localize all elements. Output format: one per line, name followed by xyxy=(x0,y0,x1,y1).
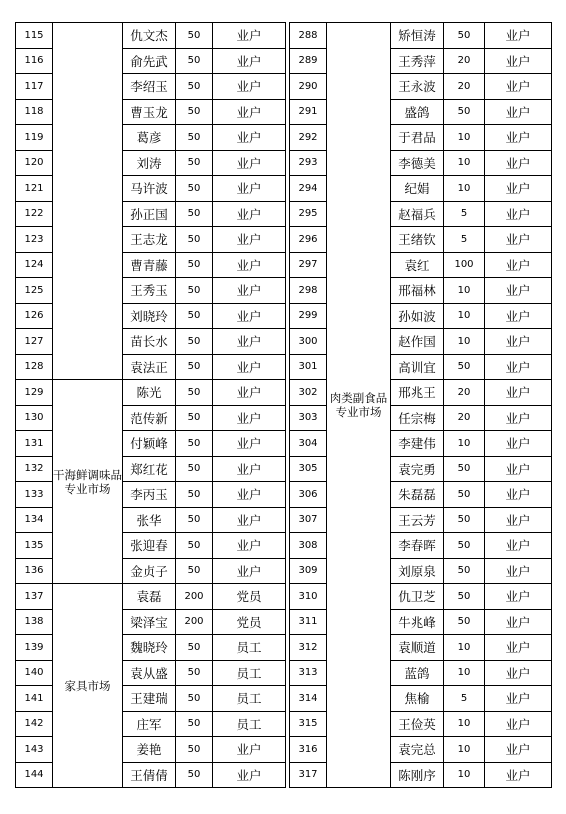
row-number: 308 xyxy=(290,533,327,559)
donation-amount: 5 xyxy=(444,227,485,253)
person-category: 业户 xyxy=(213,558,286,584)
donation-amount: 50 xyxy=(176,686,213,712)
person-category: 业户 xyxy=(485,201,552,227)
row-number: 306 xyxy=(290,482,327,508)
person-category: 业户 xyxy=(213,252,286,278)
person-name: 郑红花 xyxy=(123,456,176,482)
person-category: 业户 xyxy=(213,176,286,202)
row-number: 302 xyxy=(290,380,327,406)
person-name: 王永波 xyxy=(391,74,444,100)
row-number: 288 xyxy=(290,23,327,49)
row-number: 136 xyxy=(16,558,53,584)
person-name: 邢兆王 xyxy=(391,380,444,406)
person-category: 业户 xyxy=(213,303,286,329)
person-name: 仇卫芝 xyxy=(391,584,444,610)
person-category: 业户 xyxy=(213,329,286,355)
donation-amount: 50 xyxy=(176,125,213,151)
person-name: 刘晓玲 xyxy=(123,303,176,329)
person-name: 范传新 xyxy=(123,405,176,431)
row-number: 299 xyxy=(290,303,327,329)
row-number: 316 xyxy=(290,737,327,763)
donation-amount: 50 xyxy=(176,456,213,482)
donation-amount: 50 xyxy=(176,711,213,737)
person-name: 任宗梅 xyxy=(391,405,444,431)
person-name: 葛彦 xyxy=(123,125,176,151)
donation-amount: 50 xyxy=(176,227,213,253)
person-name: 仇文杰 xyxy=(123,23,176,49)
row-number: 125 xyxy=(16,278,53,304)
donation-amount: 10 xyxy=(444,737,485,763)
row-number: 127 xyxy=(16,329,53,355)
row-number: 143 xyxy=(16,737,53,763)
person-category: 业户 xyxy=(485,762,552,788)
person-category: 党员 xyxy=(213,584,286,610)
row-number: 139 xyxy=(16,635,53,661)
person-name: 魏晓玲 xyxy=(123,635,176,661)
person-name: 赵作国 xyxy=(391,329,444,355)
row-number: 315 xyxy=(290,711,327,737)
person-name: 陈光 xyxy=(123,380,176,406)
donation-amount: 5 xyxy=(444,686,485,712)
person-category: 业户 xyxy=(485,405,552,431)
row-number: 134 xyxy=(16,507,53,533)
row-number: 297 xyxy=(290,252,327,278)
person-category: 业户 xyxy=(485,380,552,406)
donation-amount: 20 xyxy=(444,74,485,100)
person-category: 业户 xyxy=(485,507,552,533)
donation-amount: 50 xyxy=(176,278,213,304)
row-number: 116 xyxy=(16,48,53,74)
donation-amount: 10 xyxy=(444,635,485,661)
person-category: 业户 xyxy=(213,125,286,151)
person-category: 业户 xyxy=(485,456,552,482)
row-number: 309 xyxy=(290,558,327,584)
donation-amount: 50 xyxy=(176,380,213,406)
row-number: 293 xyxy=(290,150,327,176)
person-name: 袁完勇 xyxy=(391,456,444,482)
table-row xyxy=(16,23,286,49)
person-name: 孙如波 xyxy=(391,303,444,329)
person-name: 袁完总 xyxy=(391,737,444,763)
row-number: 303 xyxy=(290,405,327,431)
donation-amount: 10 xyxy=(444,431,485,457)
market-name xyxy=(53,23,123,380)
person-category: 业户 xyxy=(213,227,286,253)
row-number: 140 xyxy=(16,660,53,686)
person-name: 李德美 xyxy=(391,150,444,176)
market-name: 肉类副食品专业市场 xyxy=(327,23,391,788)
donation-amount: 50 xyxy=(176,354,213,380)
row-number: 317 xyxy=(290,762,327,788)
person-name: 李建伟 xyxy=(391,431,444,457)
row-number: 131 xyxy=(16,431,53,457)
market-name: 家具市场 xyxy=(53,584,123,788)
donation-amount: 50 xyxy=(176,762,213,788)
person-category: 业户 xyxy=(485,533,552,559)
person-category: 业户 xyxy=(213,533,286,559)
person-name: 金贞子 xyxy=(123,558,176,584)
table-row xyxy=(16,584,286,610)
donation-amount: 100 xyxy=(444,252,485,278)
person-category: 业户 xyxy=(485,354,552,380)
right-donation-table xyxy=(289,22,552,788)
row-number: 124 xyxy=(16,252,53,278)
donation-amount: 50 xyxy=(176,660,213,686)
row-number: 117 xyxy=(16,74,53,100)
donation-amount: 50 xyxy=(176,23,213,49)
person-name: 王倩倩 xyxy=(123,762,176,788)
person-name: 王云芳 xyxy=(391,507,444,533)
row-number: 290 xyxy=(290,74,327,100)
row-number: 130 xyxy=(16,405,53,431)
donation-amount: 50 xyxy=(176,99,213,125)
row-number: 312 xyxy=(290,635,327,661)
person-category: 员工 xyxy=(213,711,286,737)
person-category: 业户 xyxy=(213,354,286,380)
donation-amount: 10 xyxy=(444,150,485,176)
person-name: 李绍玉 xyxy=(123,74,176,100)
person-name: 牛兆峰 xyxy=(391,609,444,635)
person-category: 业户 xyxy=(485,711,552,737)
row-number: 138 xyxy=(16,609,53,635)
donation-amount: 50 xyxy=(444,507,485,533)
donation-amount: 200 xyxy=(176,584,213,610)
person-name: 矫恒涛 xyxy=(391,23,444,49)
row-number: 141 xyxy=(16,686,53,712)
donation-amount: 10 xyxy=(444,660,485,686)
donation-amount: 50 xyxy=(444,558,485,584)
person-category: 业户 xyxy=(485,227,552,253)
donation-amount: 10 xyxy=(444,762,485,788)
donation-amount: 10 xyxy=(444,176,485,202)
person-category: 业户 xyxy=(485,74,552,100)
donation-amount: 50 xyxy=(176,252,213,278)
donation-amount: 50 xyxy=(176,303,213,329)
donation-amount: 200 xyxy=(176,609,213,635)
row-number: 298 xyxy=(290,278,327,304)
person-name: 李春晖 xyxy=(391,533,444,559)
person-name: 苗长水 xyxy=(123,329,176,355)
row-number: 314 xyxy=(290,686,327,712)
person-category: 业户 xyxy=(485,584,552,610)
person-name: 张华 xyxy=(123,507,176,533)
person-category: 业户 xyxy=(213,482,286,508)
donation-amount: 50 xyxy=(176,737,213,763)
row-number: 122 xyxy=(16,201,53,227)
donation-amount: 50 xyxy=(176,329,213,355)
person-category: 党员 xyxy=(213,609,286,635)
person-name: 王绪钦 xyxy=(391,227,444,253)
person-name: 陈刚序 xyxy=(391,762,444,788)
person-name: 王俭英 xyxy=(391,711,444,737)
donation-amount: 50 xyxy=(444,609,485,635)
donation-amount: 50 xyxy=(176,74,213,100)
row-number: 126 xyxy=(16,303,53,329)
person-name: 张迎春 xyxy=(123,533,176,559)
donation-amount: 50 xyxy=(444,354,485,380)
person-category: 业户 xyxy=(485,252,552,278)
market-name: 干海鲜调味品专业市场 xyxy=(53,380,123,584)
donation-amount: 50 xyxy=(176,507,213,533)
person-name: 王秀玉 xyxy=(123,278,176,304)
person-category: 业户 xyxy=(485,150,552,176)
person-name: 王建瑞 xyxy=(123,686,176,712)
donation-amount: 50 xyxy=(444,99,485,125)
donation-amount: 10 xyxy=(444,125,485,151)
person-name: 袁从盛 xyxy=(123,660,176,686)
person-name: 李丙玉 xyxy=(123,482,176,508)
row-number: 144 xyxy=(16,762,53,788)
donation-amount: 10 xyxy=(444,303,485,329)
person-name: 赵福兵 xyxy=(391,201,444,227)
person-category: 业户 xyxy=(485,609,552,635)
person-category: 业户 xyxy=(213,507,286,533)
donation-amount: 50 xyxy=(176,48,213,74)
person-name: 盛鸽 xyxy=(391,99,444,125)
row-number: 119 xyxy=(16,125,53,151)
row-number: 313 xyxy=(290,660,327,686)
donation-amount: 50 xyxy=(176,482,213,508)
person-category: 员工 xyxy=(213,660,286,686)
person-category: 业户 xyxy=(485,558,552,584)
row-number: 300 xyxy=(290,329,327,355)
person-category: 业户 xyxy=(213,74,286,100)
row-number: 305 xyxy=(290,456,327,482)
donation-amount: 50 xyxy=(176,558,213,584)
right-table-body xyxy=(290,23,552,788)
person-name: 袁顺道 xyxy=(391,635,444,661)
row-number: 301 xyxy=(290,354,327,380)
person-name: 王秀萍 xyxy=(391,48,444,74)
person-name: 焦榆 xyxy=(391,686,444,712)
person-category: 业户 xyxy=(485,99,552,125)
person-name: 孙正国 xyxy=(123,201,176,227)
donation-amount: 50 xyxy=(444,23,485,49)
person-category: 业户 xyxy=(485,660,552,686)
person-name: 袁法正 xyxy=(123,354,176,380)
row-number: 311 xyxy=(290,609,327,635)
donation-amount: 50 xyxy=(176,635,213,661)
person-category: 业户 xyxy=(213,762,286,788)
donation-amount: 50 xyxy=(176,150,213,176)
person-name: 朱磊磊 xyxy=(391,482,444,508)
donation-amount: 50 xyxy=(176,405,213,431)
person-category: 业户 xyxy=(485,686,552,712)
row-number: 132 xyxy=(16,456,53,482)
person-category: 业户 xyxy=(485,125,552,151)
person-category: 业户 xyxy=(213,150,286,176)
donation-amount: 50 xyxy=(444,482,485,508)
donation-amount: 50 xyxy=(176,533,213,559)
donation-amount: 10 xyxy=(444,278,485,304)
person-name: 邢福林 xyxy=(391,278,444,304)
row-number: 289 xyxy=(290,48,327,74)
person-category: 业户 xyxy=(213,48,286,74)
person-category: 员工 xyxy=(213,635,286,661)
person-name: 庄军 xyxy=(123,711,176,737)
row-number: 123 xyxy=(16,227,53,253)
row-number: 133 xyxy=(16,482,53,508)
row-number: 115 xyxy=(16,23,53,49)
donation-amount: 10 xyxy=(444,329,485,355)
donation-amount: 50 xyxy=(176,176,213,202)
person-category: 业户 xyxy=(485,23,552,49)
person-category: 业户 xyxy=(213,405,286,431)
row-number: 296 xyxy=(290,227,327,253)
donation-amount: 50 xyxy=(176,431,213,457)
table-row xyxy=(16,380,286,406)
person-category: 业户 xyxy=(485,635,552,661)
person-category: 业户 xyxy=(213,99,286,125)
row-number: 129 xyxy=(16,380,53,406)
table-row xyxy=(290,23,552,49)
row-number: 128 xyxy=(16,354,53,380)
donation-amount: 50 xyxy=(444,533,485,559)
person-name: 马许波 xyxy=(123,176,176,202)
person-name: 蓝鸽 xyxy=(391,660,444,686)
row-number: 121 xyxy=(16,176,53,202)
donation-amount: 5 xyxy=(444,201,485,227)
row-number: 294 xyxy=(290,176,327,202)
row-number: 137 xyxy=(16,584,53,610)
donation-amount: 50 xyxy=(444,456,485,482)
person-category: 业户 xyxy=(213,431,286,457)
person-category: 业户 xyxy=(485,48,552,74)
donation-amount: 20 xyxy=(444,380,485,406)
person-name: 付颖峰 xyxy=(123,431,176,457)
person-category: 业户 xyxy=(485,176,552,202)
row-number: 304 xyxy=(290,431,327,457)
person-name: 俞先武 xyxy=(123,48,176,74)
person-category: 业户 xyxy=(213,278,286,304)
person-category: 业户 xyxy=(485,329,552,355)
person-name: 刘涛 xyxy=(123,150,176,176)
person-name: 王志龙 xyxy=(123,227,176,253)
person-category: 业户 xyxy=(485,278,552,304)
person-name: 袁红 xyxy=(391,252,444,278)
person-name: 高训宜 xyxy=(391,354,444,380)
donation-amount: 50 xyxy=(444,584,485,610)
left-table-body xyxy=(16,23,286,788)
person-name: 曹玉龙 xyxy=(123,99,176,125)
donation-amount: 20 xyxy=(444,48,485,74)
person-category: 业户 xyxy=(485,431,552,457)
person-name: 曹青藤 xyxy=(123,252,176,278)
person-name: 梁泽宝 xyxy=(123,609,176,635)
person-category: 业户 xyxy=(213,201,286,227)
row-number: 310 xyxy=(290,584,327,610)
row-number: 295 xyxy=(290,201,327,227)
person-name: 袁磊 xyxy=(123,584,176,610)
person-name: 于君品 xyxy=(391,125,444,151)
person-category: 业户 xyxy=(485,303,552,329)
person-name: 刘原泉 xyxy=(391,558,444,584)
row-number: 135 xyxy=(16,533,53,559)
person-category: 员工 xyxy=(213,686,286,712)
left-donation-table xyxy=(15,22,286,788)
row-number: 291 xyxy=(290,99,327,125)
person-category: 业户 xyxy=(485,482,552,508)
row-number: 307 xyxy=(290,507,327,533)
row-number: 120 xyxy=(16,150,53,176)
person-category: 业户 xyxy=(213,380,286,406)
person-category: 业户 xyxy=(213,456,286,482)
person-category: 业户 xyxy=(213,23,286,49)
row-number: 142 xyxy=(16,711,53,737)
person-name: 姜艳 xyxy=(123,737,176,763)
row-number: 292 xyxy=(290,125,327,151)
row-number: 118 xyxy=(16,99,53,125)
donation-amount: 50 xyxy=(176,201,213,227)
donation-amount: 20 xyxy=(444,405,485,431)
person-category: 业户 xyxy=(485,737,552,763)
person-category: 业户 xyxy=(213,737,286,763)
donation-amount: 10 xyxy=(444,711,485,737)
person-name: 纪娟 xyxy=(391,176,444,202)
